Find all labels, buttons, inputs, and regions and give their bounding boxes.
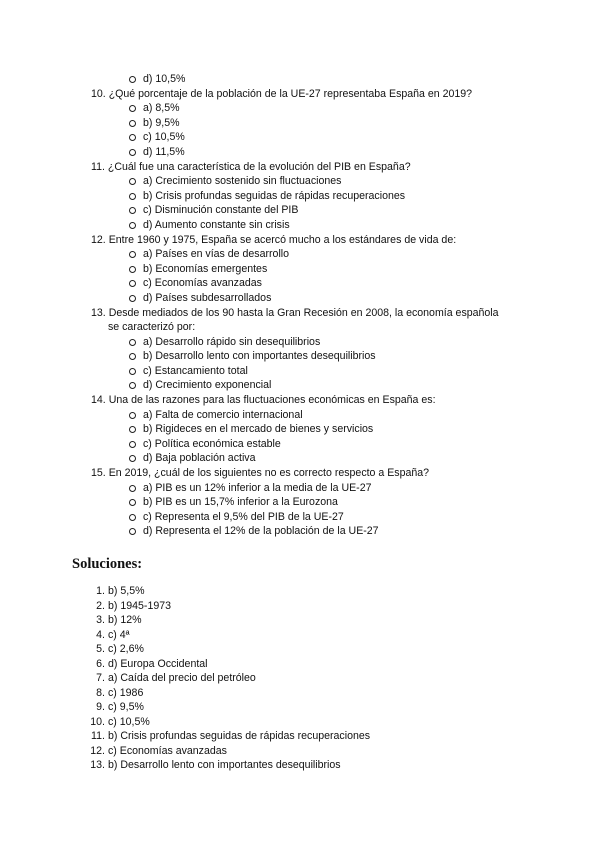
solution-item: c) Economías avanzadas xyxy=(108,745,227,757)
option-item: a) Desarrollo rápido sin desequilibrios xyxy=(143,336,321,348)
bullet-circle-icon xyxy=(129,441,136,448)
solution-number: 1. xyxy=(96,585,105,597)
solution-number: 10. xyxy=(90,716,105,728)
bullet-circle-icon xyxy=(129,412,136,419)
bullet-circle-icon xyxy=(129,295,136,302)
bullet-circle-icon xyxy=(129,251,136,258)
bullet-circle-icon xyxy=(129,120,136,127)
solution-number: 13. xyxy=(90,759,105,771)
solution-item: c) 2,6% xyxy=(108,643,144,655)
question-13: 13. Desde mediados de los 90 hasta la Gran Recesión en 2008, la economía española xyxy=(91,307,499,319)
option-item: a) Crecimiento sostenido sin fluctuaciones xyxy=(143,175,342,187)
option-item: b) Rigideces en el mercado de bienes y servicios xyxy=(143,423,374,435)
option-item: a) Falta de comercio internacional xyxy=(143,409,303,421)
option-item: b) 9,5% xyxy=(143,117,180,129)
bullet-circle-icon xyxy=(129,499,136,506)
option-item: d) Baja población activa xyxy=(143,452,256,464)
bullet-circle-icon xyxy=(129,382,136,389)
bullet-circle-icon xyxy=(129,222,136,229)
bullet-circle-icon xyxy=(129,105,136,112)
option-item: d) 11,5% xyxy=(143,146,185,158)
option-item: a) Países en vías de desarrollo xyxy=(143,248,290,260)
bullet-circle-icon xyxy=(129,485,136,492)
option-item: c) Representa el 9,5% del PIB de la UE-27 xyxy=(143,511,344,523)
bullet-circle-icon xyxy=(129,193,136,200)
option-item: b) PIB es un 15,7% inferior a la Eurozona xyxy=(143,496,338,508)
bullet-circle-icon xyxy=(129,134,136,141)
option-item: a) PIB es un 12% inferior a la media de la UE-27 xyxy=(143,482,372,494)
bullet-circle-icon xyxy=(129,280,136,287)
bullet-circle-icon xyxy=(129,339,136,346)
solution-item: c) 10,5% xyxy=(108,716,150,728)
solutions-heading: Soluciones: xyxy=(72,556,143,572)
option-item: c) Política económica estable xyxy=(143,438,281,450)
solution-number: 11. xyxy=(91,730,105,742)
solution-number: 2. xyxy=(96,600,105,612)
option-item: b) Desarrollo lento con importantes desequilibrios xyxy=(143,350,376,362)
solution-item: b) 12% xyxy=(108,614,142,626)
option-item: c) Economías avanzadas xyxy=(143,277,262,289)
option-item: b) Economías emergentes xyxy=(143,263,268,275)
bullet-circle-icon xyxy=(129,426,136,433)
solution-item: b) Crisis profundas seguidas de rápidas recuperaciones xyxy=(108,730,371,742)
option-item: a) 8,5% xyxy=(143,102,180,114)
solution-item: a) Caída del precio del petróleo xyxy=(108,672,256,684)
option-item: b) Crisis profundas seguidas de rápidas recuperaciones xyxy=(143,190,406,202)
solution-item: d) Europa Occidental xyxy=(108,658,208,670)
solution-item: b) Desarrollo lento con importantes desequilibrios xyxy=(108,759,341,771)
question-15: 15. En 2019, ¿cuál de los siguientes no es correcto respecto a España? xyxy=(91,467,430,479)
option-item: c) 10,5% xyxy=(143,131,185,143)
bullet-circle-icon xyxy=(129,266,136,273)
solution-item: c) 9,5% xyxy=(108,701,144,713)
solution-number: 3. xyxy=(96,614,105,626)
solution-item: c) 4ª xyxy=(108,629,130,641)
question-12: 12. Entre 1960 y 1975, España se acercó mucho a los estándares de vida de: xyxy=(91,234,457,246)
bullet-circle-icon xyxy=(129,207,136,214)
solution-item: c) 1986 xyxy=(108,687,144,699)
option-item: d) Aumento constante sin crisis xyxy=(143,219,290,231)
option-item: d) Países subdesarrollados xyxy=(143,292,272,304)
solution-item: b) 1945-1973 xyxy=(108,600,172,612)
bullet-circle-icon xyxy=(129,353,136,360)
option-item: c) Disminución constante del PIB xyxy=(143,204,299,216)
solution-number: 4. xyxy=(96,629,105,641)
bullet-circle-icon xyxy=(129,514,136,521)
option-item: c) Estancamiento total xyxy=(143,365,248,377)
bullet-circle-icon xyxy=(129,178,136,185)
solution-number: 7. xyxy=(96,672,105,684)
solution-number: 8. xyxy=(96,687,105,699)
question-11: 11. ¿Cuál fue una característica de la evolución del PIB en España? xyxy=(91,161,411,173)
bullet-circle-icon xyxy=(129,528,136,535)
solution-number: 6. xyxy=(96,658,105,670)
option-item: d) 10,5% xyxy=(143,73,186,85)
solution-number: 12. xyxy=(90,745,105,757)
bullet-circle-icon xyxy=(129,76,136,83)
solution-number: 9. xyxy=(96,701,105,713)
solution-item: b) 5,5% xyxy=(108,585,145,597)
solution-number: 5. xyxy=(96,643,105,655)
question-14: 14. Una de las razones para las fluctuaciones económicas en España es: xyxy=(91,394,436,406)
option-item: d) Representa el 12% de la población de la UE-27 xyxy=(143,525,379,537)
bullet-circle-icon xyxy=(129,455,136,462)
bullet-circle-icon xyxy=(129,149,136,156)
bullet-circle-icon xyxy=(129,368,136,375)
option-item: d) Crecimiento exponencial xyxy=(143,379,272,391)
question-10: 10. ¿Qué porcentaje de la población de la UE-27 representaba España en 2019? xyxy=(91,88,473,100)
question-13-continuation: se caracterizó por: xyxy=(108,321,196,333)
